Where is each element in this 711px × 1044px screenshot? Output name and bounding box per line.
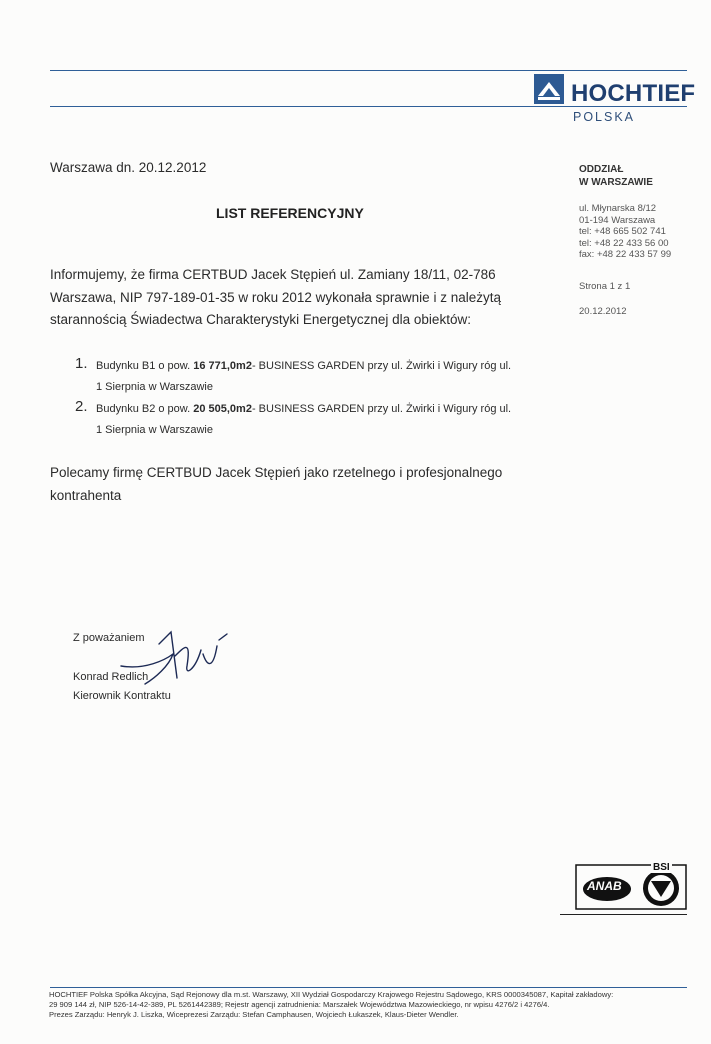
address-fax: fax: +48 22 433 57 99 (579, 249, 672, 260)
address-street: ul. Młynarska 8/12 (579, 203, 657, 214)
sidebar-date: 20.12.2012 (579, 306, 627, 317)
recommendation-paragraph (50, 461, 520, 507)
list-item-number: 1. (75, 355, 88, 372)
list-item (96, 399, 556, 441)
footer-line-1: HOCHTIEF Polska Spółka Akcyjna, Sąd Rejonowy dla m.st. Warszawy, XII Wydział Gospodarczy Krajowego Rejestru Sądowego, KRS 0000345087, Kapitał zakładowy: (49, 990, 614, 999)
list-item-line-2: 1 Sierpnia w Warszawie (96, 381, 213, 393)
bsi-badge-label: BSI (653, 862, 670, 873)
list-item-line-2: 1 Sierpnia w Warszawie (96, 424, 213, 436)
address-city: 01-194 Warszawa (579, 214, 656, 226)
footer-line-2: 29 909 144 zł, NIP 526-14-42-389, PL 5261442389; Rejestr agencji zatrudnienia: Marszałek Województwa Mazowieckiego, nr wpisu 4276/2 i 4276/4. (49, 1000, 550, 1009)
header-top-rule (50, 70, 687, 71)
division-line-2: W WARSZAWIE (579, 177, 653, 188)
list-item (96, 356, 556, 398)
signer-name: Konrad Redlich (73, 671, 149, 683)
address-phone-2: tel: +48 22 433 56 00 (579, 237, 669, 249)
signer-role: Kierownik Kontraktu (73, 690, 171, 702)
list-item-text: Budynku B1 o pow. (96, 360, 194, 372)
place-date: Warszawa dn. 20.12.2012 (50, 160, 207, 175)
list-item-location: - BUSINESS GARDEN przy ul. Żwirki i Wigury róg ul. (251, 403, 512, 415)
address-phone-1: tel: +48 665 502 741 (579, 226, 666, 237)
list-item-number: 2. (75, 398, 88, 415)
hochtief-logo-icon (534, 74, 564, 104)
division-line-1: ODDZIAŁ (579, 164, 624, 175)
brand-name: HOCHTIEF (571, 80, 696, 107)
intro-line-1: Informujemy, że firma CERTBUD Jacek Stępień ul. Zamiany 18/11, 02-786 (50, 267, 496, 282)
recommendation-line-1: Polecamy firmę CERTBUD Jacek Stępień jako rzetelnego i profesjonalnego (50, 465, 503, 480)
intro-paragraph (50, 264, 520, 332)
list-item-area: 20 505,0m2 (193, 403, 252, 415)
letter-title: LIST REFERENCYJNY (216, 205, 364, 221)
page-number: Strona 1 z 1 (579, 281, 631, 292)
certification-badges (575, 864, 687, 910)
closing-phrase: Z poważaniem (73, 632, 145, 644)
intro-line-3: starannością Świadectwa Charakterystyki Energetycznej dla obiektów: (50, 312, 471, 327)
division-heading (579, 163, 653, 189)
address-block (579, 203, 671, 261)
certification-rule (560, 914, 687, 915)
brand-subtitle: POLSKA (573, 110, 636, 124)
company-footer (49, 990, 699, 1020)
list-item-location: - BUSINESS GARDEN przy ul. Żwirki i Wigury róg ul. (251, 360, 512, 372)
footer-rule (50, 987, 687, 988)
list-item-area: 16 771,0m2 (193, 360, 252, 372)
recommendation-line-2: kontrahenta (50, 488, 122, 503)
intro-line-2: Warszawa, NIP 797-189-01-35 w roku 2012 wykonała sprawnie i z należytą (50, 289, 501, 305)
anab-badge-label: ANAB (587, 879, 622, 893)
footer-line-3: Prezes Zarządu: Henryk J. Liszka, Wiceprezesi Zarządu: Stefan Camphausen, Wojciech Łukaszek, Klaus-Dieter Wendler. (49, 1010, 459, 1019)
list-item-text: Budynku B2 o pow. (96, 403, 194, 415)
